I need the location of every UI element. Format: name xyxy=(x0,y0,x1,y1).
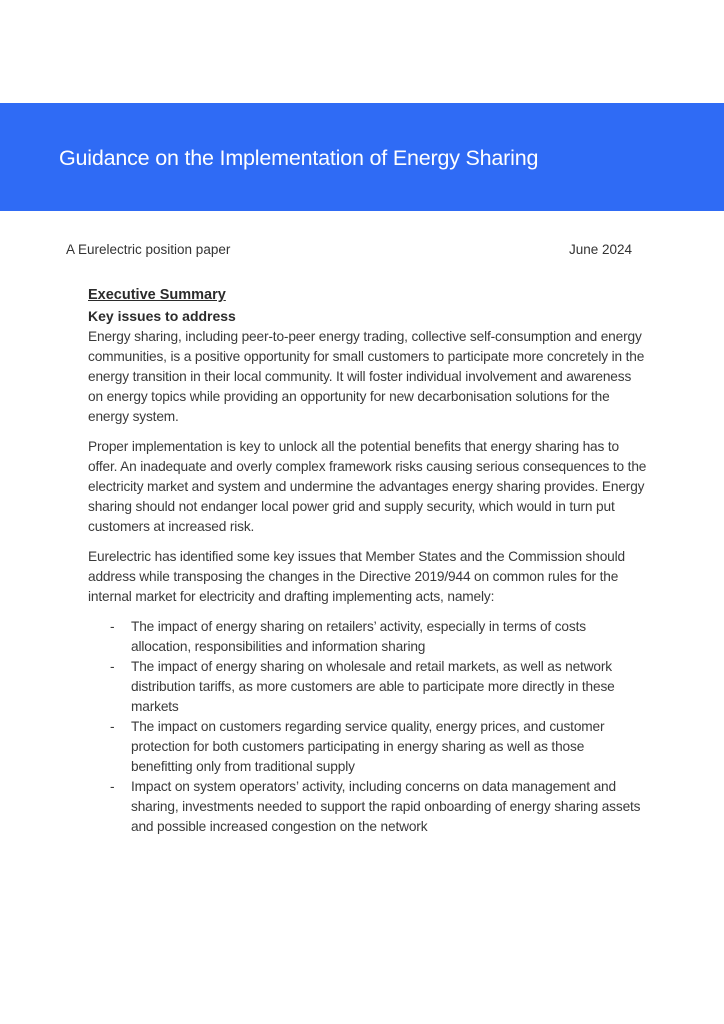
paragraph: Energy sharing, including peer-to-peer energy trading, collective self-consumption and energy communities, is a positive opportunity for small customers to participate more concretely in the energy transition in their local community. It will foster individual involvement and awareness on energy topics while providing an opportunity for new decarbonisation solutions for the energy system. xyxy=(88,329,645,424)
sub-heading: Key issues to address xyxy=(88,308,236,324)
list-item-text: Impact on system operators’ activity, including concerns on data management and sharing, investments needed to support the rapid onboarding of energy sharing assets and possible increased congestion on the network xyxy=(131,779,641,834)
document-date: June 2024 xyxy=(568,242,632,257)
list-item-text: The impact on customers regarding service quality, energy prices, and customer protection for both customers participating in energy sharing as well as those benefitting only from traditional supply xyxy=(131,719,605,774)
paragraph: Eurelectric has identified some key issues that Member States and the Commission should address while transposing the changes in the Directive 2019/944 on common rules for the internal market for electricity and drafting implementing acts, namely: xyxy=(88,549,625,604)
paragraph: Proper implementation is key to unlock all the potential benefits that energy sharing has to offer. An inadequate and overly complex framework risks causing serious consequences to the electricity market and system and undermine the advantages energy sharing provides. Energy sharing should not endanger local power grid and supply security, which would in turn put customers at increased risk. xyxy=(88,439,647,534)
list-item-text: The impact of energy sharing on wholesale and retail markets, as well as network distribution tariffs, as more customers are able to participate more directly in these markets xyxy=(131,659,615,714)
dash-bullet: - xyxy=(110,659,115,674)
dash-bullet: - xyxy=(110,779,115,794)
key-issues-list xyxy=(88,617,648,837)
dash-bullet: - xyxy=(110,619,115,634)
executive-summary-section xyxy=(88,284,648,837)
list-item-text: The impact of energy sharing on retailers’ activity, especially in terms of costs allocation, responsibilities and information sharing xyxy=(131,619,586,654)
document-title: Guidance on the Implementation of Energy Sharing xyxy=(59,146,539,170)
dash-bullet: - xyxy=(110,719,115,734)
list-item xyxy=(88,657,648,717)
list-item xyxy=(88,617,648,657)
list-item xyxy=(88,717,648,777)
list-item xyxy=(88,777,648,837)
document-subtitle: A Eurelectric position paper xyxy=(66,242,231,257)
section-heading: Executive Summary xyxy=(88,287,226,303)
